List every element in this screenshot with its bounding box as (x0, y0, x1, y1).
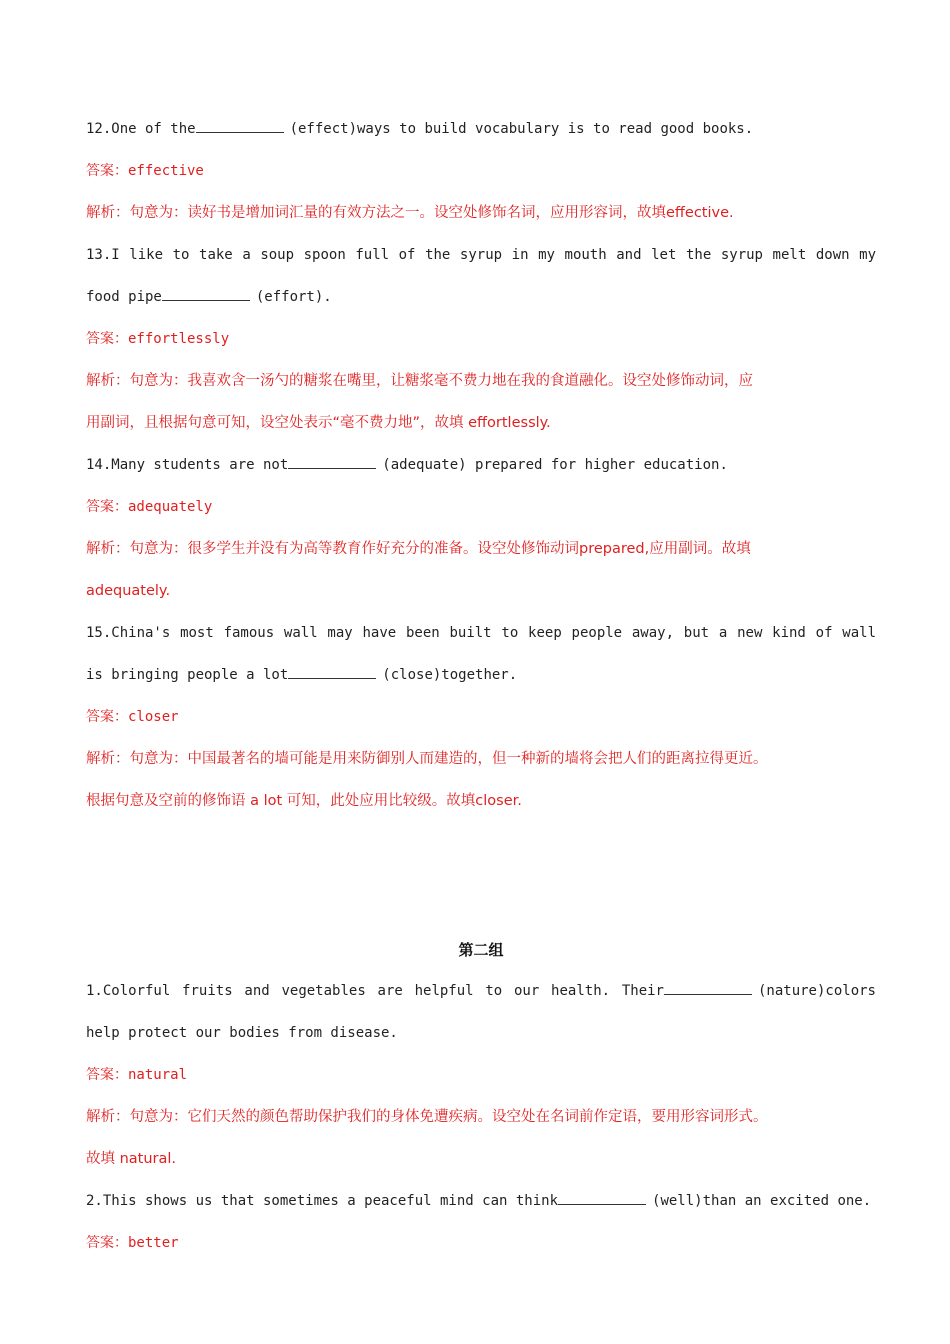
explanation-14 (86, 528, 876, 612)
question-g2-1 (86, 970, 876, 1054)
answer-label: 答案： (86, 1235, 128, 1251)
document-page (86, 108, 876, 1264)
explanation-12 (86, 192, 876, 234)
answer-blank (196, 118, 284, 133)
explanation-line: 根据句意及空前的修饰语 a lot 可知，此处应用比较级。故填closer. (86, 793, 522, 809)
answer-blank (558, 1190, 646, 1205)
answer-value: better (128, 1235, 179, 1251)
answer-blank (162, 286, 250, 301)
answer-label: 答案： (86, 499, 128, 515)
answer-g2-1 (86, 1054, 876, 1096)
answer-value: adequately (128, 499, 213, 515)
answer-value: effortlessly (128, 331, 230, 347)
explanation-line: 解析：句意为：我喜欢含一汤勺的糖浆在嘴里，让糖浆毫不费力地在我的食道融化。设空处修饰动词，应 (86, 373, 753, 389)
question-text: 2.This shows us that sometimes a peaceful mind can think (86, 1193, 559, 1209)
question-g2-2 (86, 1180, 876, 1222)
explanation-line: 解析：句意为：中国最著名的墙可能是用来防御别人而建造的，但一种新的墙将会把人们的距离拉得更近。 (86, 751, 768, 767)
question-text: 14.Many students are not (86, 457, 289, 473)
question-text: 12.One of the (86, 121, 196, 137)
question-text: (well)than an excited one. (652, 1193, 872, 1209)
answer-value: natural (128, 1067, 188, 1083)
question-15 (86, 612, 876, 696)
answer-value: effective (128, 163, 204, 179)
question-text: (close)together. (382, 667, 518, 683)
answer-label: 答案： (86, 331, 128, 347)
question-text: (adequate) prepared for higher education. (382, 457, 728, 473)
answer-label: 答案： (86, 1067, 128, 1083)
explanation-13 (86, 360, 876, 444)
answer-15 (86, 696, 876, 738)
answer-g2-2 (86, 1222, 876, 1264)
answer-14 (86, 486, 876, 528)
question-12 (86, 108, 876, 150)
explanation-line: adequately. (86, 583, 171, 599)
explanation-g2-1 (86, 1096, 876, 1180)
explanation-line: 解析：句意为：很多学生并没有为高等教育作好充分的准备。设空处修饰动词prepared,应用副词。故填 (86, 541, 751, 557)
question-text: 1.Colorful fruits and vegetables are helpful to our health. Their (86, 983, 664, 999)
answer-13 (86, 318, 876, 360)
answer-blank (664, 980, 752, 995)
explanation-15 (86, 738, 876, 822)
answer-blank (288, 454, 376, 469)
question-text: (effect)ways to build vocabulary is to read good books. (289, 121, 754, 137)
answer-blank (288, 664, 376, 679)
answer-label: 答案： (86, 709, 128, 725)
question-text: 15.China's most famous wall may have been built to keep people away, but a new kind of wall is bringing people a lot (86, 625, 876, 683)
explanation-line: 解析：句意为：它们天然的颜色帮助保护我们的身体免遭疾病。设空处在名词前作定语，要用形容词形式。 (86, 1109, 768, 1125)
question-14 (86, 444, 876, 486)
question-13 (86, 234, 876, 318)
question-text: (nature)colors help protect our bodies from disease. (86, 983, 876, 1041)
question-text: (effort). (255, 289, 332, 305)
section-spacer (86, 822, 876, 930)
question-text: 13.I like to take a soup spoon full of the syrup in my mouth and let the syrup melt down my food pipe (86, 247, 876, 305)
answer-12 (86, 150, 876, 192)
explanation-line: 故填 natural. (86, 1151, 177, 1167)
answer-value: closer (128, 709, 179, 725)
group-title: 第二组 (458, 941, 504, 959)
explanation-line: 用副词，且根据句意可知，设空处表示“毫不费力地”，故填 effortlessly. (86, 415, 551, 431)
answer-label: 答案： (86, 163, 128, 179)
explanation-line: 解析：句意为：读好书是增加词汇量的有效方法之一。设空处修饰名词，应用形容词，故填effective. (86, 205, 734, 221)
